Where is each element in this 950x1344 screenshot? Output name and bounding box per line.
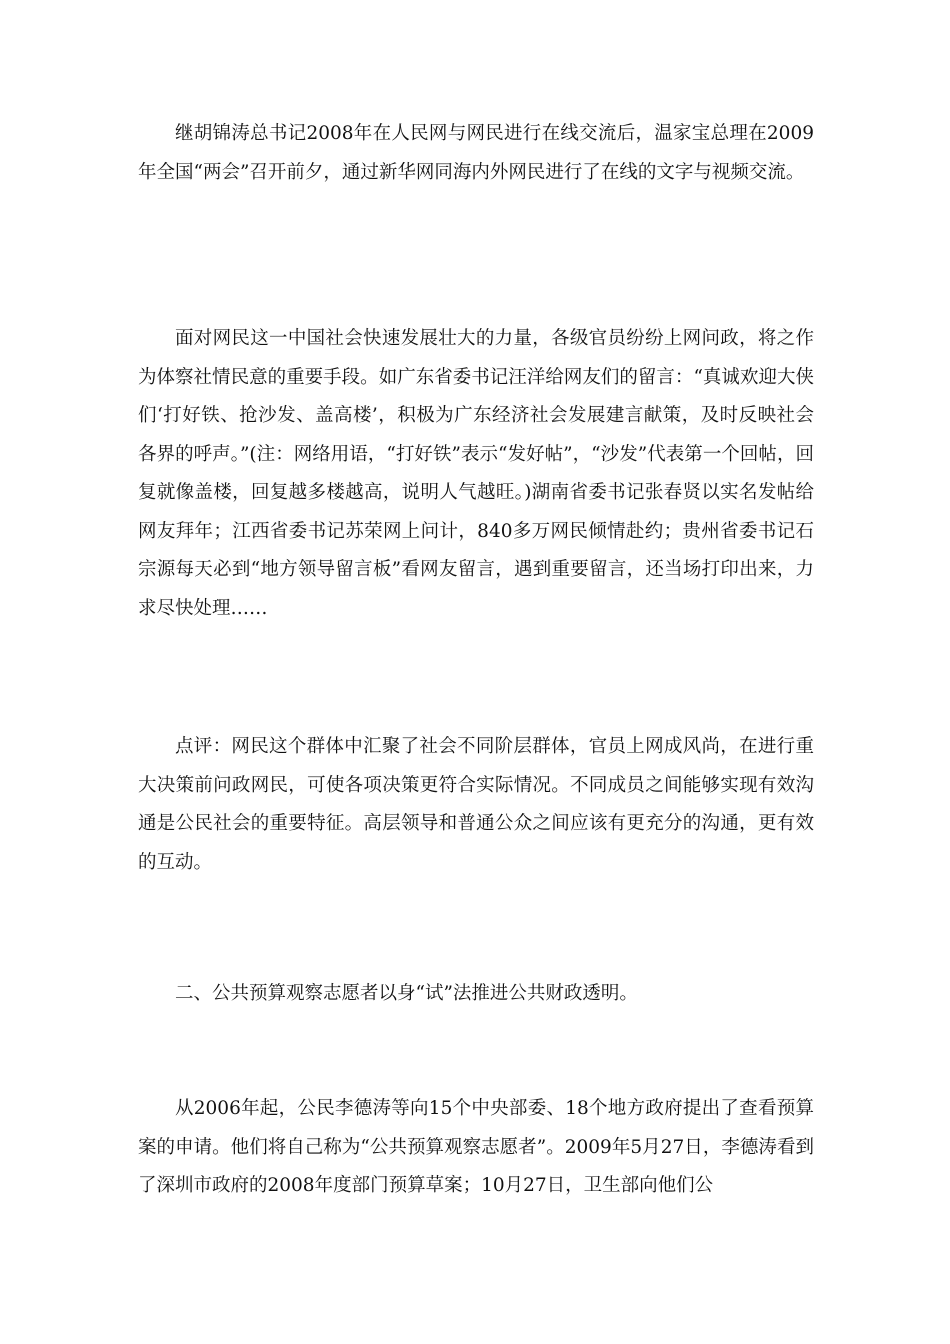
section-heading-budget-observers: 二、公共预算观察志愿者以身“试”法推进公共财政透明。 xyxy=(175,983,638,1004)
paragraph-budget-observers: 从2006年起，公民李德涛等向15个中央部委、18个地方政府提出了查看预算案的申请。他们将自己称为“公共预算观察志愿者”。2009年5月27日，李德涛看到了深圳市政府的2008年度部门预算草案；10月27日，卫生部向他们公 xyxy=(138,1098,814,1196)
paragraph-online-exchange: 继胡锦涛总书记2008年在人民网与网民进行在线交流后，温家宝总理在2009年全国“两会”召开前夕，通过新华网同海内外网民进行了在线的文字与视频交流。 xyxy=(138,123,814,183)
paragraph-commentary: 点评：网民这个群体中汇聚了社会不同阶层群体，官员上网成风尚，在进行重大决策前问政网民，可使各项决策更符合实际情况。不同成员之间能够实现有效沟通是公民社会的重要特征。高层领导和普通公众之间应该有更充分的沟通，更有效的互动。 xyxy=(138,736,814,873)
paragraph-officials-online: 面对网民这一中国社会快速发展壮大的力量，各级官员纷纷上网问政，将之作为体察社情民意的重要手段。如广东省委书记汪洋给网友们的留言：“真诚欢迎大侠们‘打好铁、抢沙发、盖高楼’，积极为广东经济社会发展建言献策，及时反映社会各界的呼声。”(注：网络用语，“打好铁”表示“发好帖”，“沙发”代表第一个回帖，回复就像盖楼，回复越多楼越高，说明人气越旺。)湖南省委书记张春贤以实名发帖给网友拜年；江西省委书记苏荣网上问计，840多万网民倾情赴约；贵州省委书记石宗源每天必到“地方领导留言板”看网友留言，遇到重要留言，还当场打印出来，力求尽快处理…… xyxy=(138,328,814,619)
